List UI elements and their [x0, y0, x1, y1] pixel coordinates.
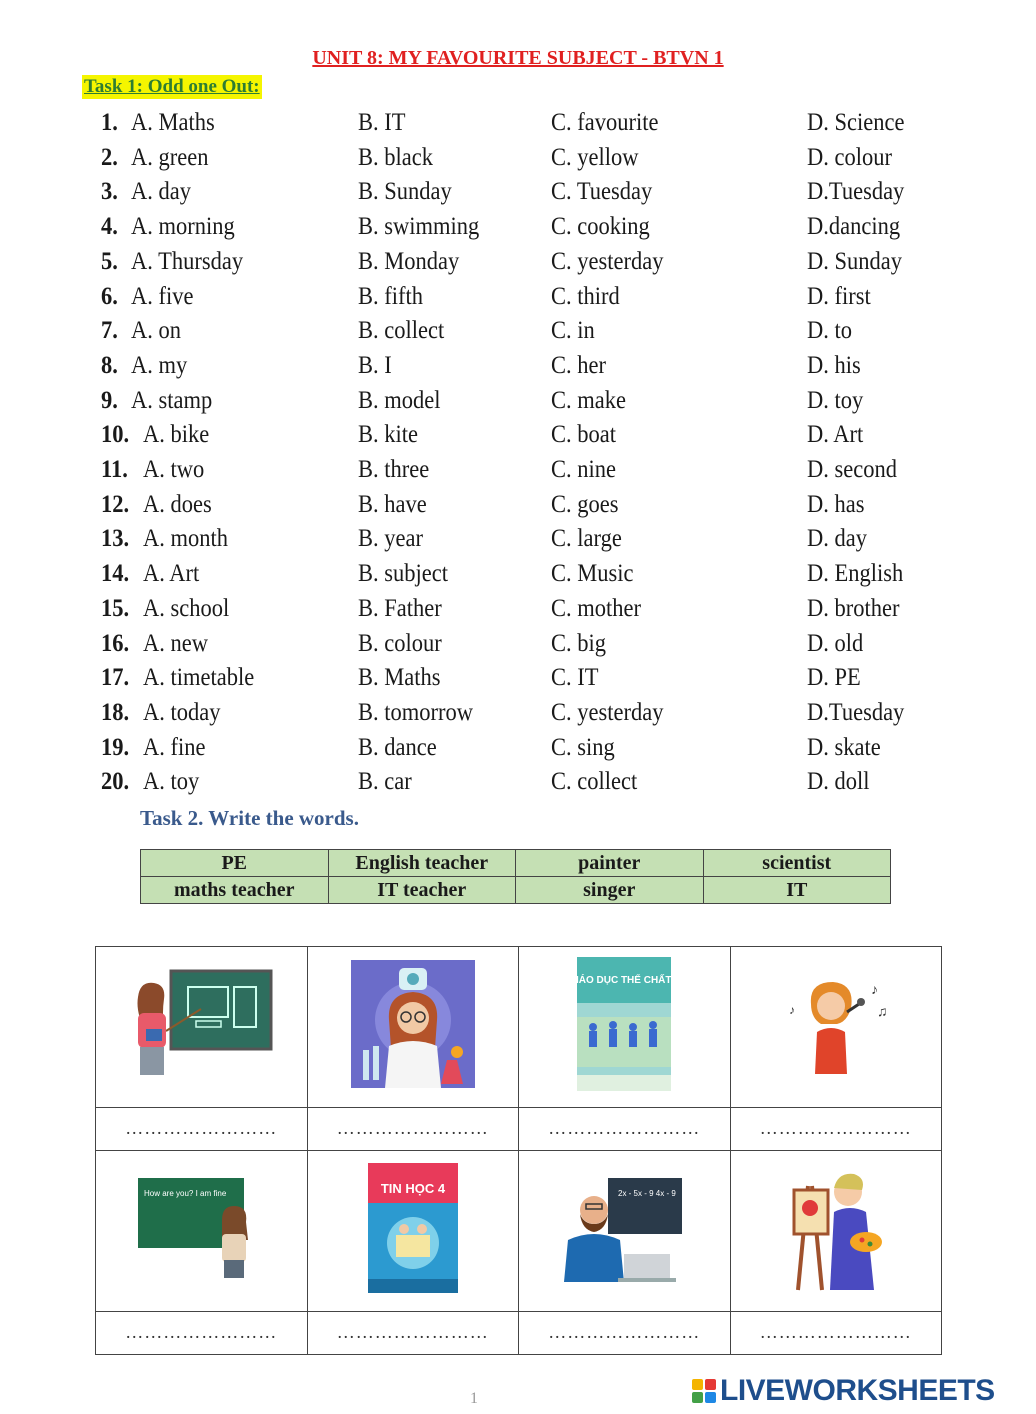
option-d[interactable]: D. toy: [807, 386, 864, 414]
option-c[interactable]: C. goes: [551, 490, 619, 518]
it-book-title: TIN HỌC 4: [380, 1181, 445, 1197]
question-number: 2.: [101, 143, 118, 171]
option-c[interactable]: C. third: [551, 282, 620, 310]
option-c[interactable]: C. IT: [551, 664, 599, 692]
task2-heading: Task 2. Write the words.: [140, 806, 359, 830]
scientist-icon: [351, 960, 475, 1093]
picture-cell: [96, 947, 308, 1108]
option-c[interactable]: C. yellow: [551, 143, 639, 171]
question-row: [0, 628, 1000, 662]
question-number: 18.: [101, 698, 130, 726]
question-number: 12.: [101, 490, 130, 518]
picture-row: [96, 947, 942, 1108]
option-b[interactable]: B. Father: [358, 594, 442, 622]
option-b[interactable]: B. collect: [358, 317, 445, 345]
question-number: 16.: [101, 629, 130, 657]
option-a[interactable]: A. on: [131, 317, 182, 345]
question-number: 7.: [101, 317, 118, 345]
option-d[interactable]: D. English: [807, 560, 904, 588]
question-number: 10.: [101, 421, 130, 449]
option-c[interactable]: C. boat: [551, 421, 616, 449]
answer-blank[interactable]: ……………………: [519, 1311, 731, 1354]
question-row: [0, 732, 1000, 766]
question-number: 20.: [101, 768, 130, 796]
option-d[interactable]: D.Tuesday: [807, 178, 905, 206]
option-d[interactable]: D. brother: [807, 594, 900, 622]
option-a[interactable]: A. fine: [143, 733, 206, 761]
picture-row: [96, 1150, 942, 1311]
option-c[interactable]: C. collect: [551, 768, 638, 796]
svg-text:♪: ♪: [788, 1003, 795, 1018]
option-b[interactable]: B. car: [358, 768, 412, 796]
option-c[interactable]: C. Music: [551, 560, 634, 588]
task1-heading: Task 1: Odd one Out:: [84, 76, 260, 97]
question-number: 1.: [101, 109, 118, 136]
option-d[interactable]: D.dancing: [807, 213, 901, 241]
option-c[interactable]: C. yesterday: [551, 698, 664, 726]
logo-square: [705, 1379, 716, 1390]
option-c[interactable]: C. yesterday: [551, 247, 664, 275]
option-d[interactable]: D. doll: [807, 768, 870, 796]
word-bank-cell: maths teacher: [141, 877, 329, 904]
question-row: [0, 142, 1000, 176]
painter-icon: [784, 1166, 888, 1295]
question-row: [0, 350, 1000, 384]
option-b[interactable]: B. model: [358, 386, 441, 414]
word-bank-cell: PE: [141, 850, 329, 877]
board-text: 2x - 5x - 9 4x - 9: [618, 1189, 677, 1199]
singer-icon: [781, 974, 891, 1079]
question-number: 15.: [101, 594, 130, 622]
option-c[interactable]: C. nine: [551, 456, 616, 483]
option-d[interactable]: D. has: [807, 490, 865, 518]
option-a[interactable]: A. timetable: [143, 664, 255, 692]
option-a[interactable]: A. five: [131, 282, 194, 310]
question-row: [0, 766, 1000, 800]
option-a[interactable]: A. toy: [143, 768, 200, 796]
option-d[interactable]: D. second: [807, 456, 897, 483]
word-bank-row: [141, 850, 891, 877]
logo-square: [692, 1392, 703, 1403]
picture-cell: [519, 947, 731, 1108]
option-a[interactable]: A. my: [131, 351, 188, 379]
svg-text:♪: ♪: [870, 983, 878, 999]
option-c[interactable]: C. large: [551, 525, 622, 553]
option-d[interactable]: D. first: [807, 282, 871, 310]
option-b[interactable]: B. subject: [358, 560, 448, 588]
question-row: [0, 385, 1000, 419]
option-a[interactable]: A. Maths: [131, 109, 215, 136]
option-d[interactable]: D. old: [807, 629, 864, 657]
option-a[interactable]: A. stamp: [131, 386, 213, 414]
word-bank-cell: painter: [516, 850, 704, 877]
question-row: [0, 315, 1000, 349]
question-row: [0, 107, 1000, 141]
question-row: [0, 454, 1000, 488]
option-b[interactable]: B. colour: [358, 629, 442, 657]
option-d[interactable]: D. colour: [807, 143, 892, 171]
option-b[interactable]: B. Maths: [358, 664, 441, 692]
english-teacher-icon: [138, 1178, 264, 1283]
option-b[interactable]: B. three: [358, 456, 430, 483]
option-a[interactable]: A. morning: [131, 213, 235, 241]
word-bank-cell: scientist: [703, 850, 891, 877]
option-c[interactable]: C. mother: [551, 594, 641, 622]
option-b[interactable]: B. dance: [358, 733, 437, 761]
teacher-at-board-icon: [126, 969, 276, 1084]
question-row: [0, 419, 1000, 453]
option-d[interactable]: D. day: [807, 525, 867, 553]
it-book-icon: [368, 1163, 458, 1298]
question-number: 19.: [101, 733, 130, 761]
option-b[interactable]: B. I: [358, 351, 392, 379]
option-b[interactable]: B. tomorrow: [358, 698, 474, 726]
option-b[interactable]: B. kite: [358, 421, 419, 449]
question-number: 3.: [101, 178, 118, 206]
answer-row: [96, 1107, 942, 1150]
option-b[interactable]: B. year: [358, 525, 423, 553]
option-b[interactable]: B. fifth: [358, 282, 423, 310]
word-bank-cell: singer: [516, 877, 704, 904]
option-a[interactable]: A. green: [131, 143, 209, 171]
option-d[interactable]: D. to: [807, 317, 852, 345]
question-row: [0, 697, 1000, 731]
question-row: [0, 281, 1000, 315]
question-row: [0, 211, 1000, 245]
option-d[interactable]: D. Sunday: [807, 247, 903, 275]
option-a[interactable]: A. today: [143, 698, 221, 726]
logo-square: [705, 1392, 716, 1403]
option-a[interactable]: A. does: [143, 490, 212, 518]
option-c[interactable]: C. cooking: [551, 213, 650, 241]
word-bank-cell: IT teacher: [328, 877, 516, 904]
answer-row: [96, 1311, 942, 1354]
option-a[interactable]: A. Thursday: [131, 247, 244, 275]
option-a[interactable]: A. school: [143, 594, 230, 622]
question-number: 8.: [101, 351, 118, 379]
question-row: [0, 593, 1000, 627]
option-a[interactable]: A. Art: [143, 560, 200, 588]
answer-blank[interactable]: ……………………: [730, 1311, 942, 1354]
option-c[interactable]: C. in: [551, 317, 595, 345]
option-d[interactable]: D. PE: [807, 664, 861, 692]
option-d[interactable]: D. skate: [807, 733, 881, 761]
question-number: 11.: [101, 456, 128, 483]
answer-blank[interactable]: ……………………: [519, 1107, 731, 1150]
option-b[interactable]: B. black: [358, 143, 433, 171]
picture-cell: [519, 1150, 731, 1311]
option-d[interactable]: D. Art: [807, 421, 864, 449]
logo-square: [692, 1379, 703, 1390]
question-number: 14.: [101, 560, 130, 588]
pe-book-icon: [568, 957, 681, 1096]
option-b[interactable]: B. Monday: [358, 247, 460, 275]
option-d[interactable]: D. his: [807, 351, 861, 379]
question-number: 13.: [101, 525, 130, 553]
option-a[interactable]: A. month: [143, 525, 229, 553]
option-b[interactable]: B. Sunday: [358, 178, 452, 206]
answer-blank[interactable]: ……………………: [730, 1107, 942, 1150]
logo-mark-icon: [692, 1379, 716, 1403]
option-c[interactable]: C. her: [551, 351, 606, 379]
question-number: 4.: [101, 213, 118, 241]
answer-blank[interactable]: ……………………: [96, 1311, 308, 1354]
word-bank-cell: IT: [703, 877, 891, 904]
question-row: [0, 523, 1000, 557]
logo-text: LIVEWORKSHEETS: [720, 1374, 995, 1407]
option-c[interactable]: C. Tuesday: [551, 178, 653, 206]
answer-blank[interactable]: ……………………: [96, 1107, 308, 1150]
picture-cell: [307, 947, 519, 1108]
page-title: UNIT 8: MY FAVOURITE SUBJECT - BTVN 1: [312, 47, 724, 69]
picture-cell: [730, 947, 942, 1108]
question-row: [0, 246, 1000, 280]
answer-blank[interactable]: ……………………: [307, 1311, 519, 1354]
question-number: 6.: [101, 282, 118, 310]
question-row: [0, 662, 1000, 696]
option-a[interactable]: A. bike: [143, 421, 210, 449]
question-number: 17.: [101, 664, 130, 692]
picture-cell: [730, 1150, 942, 1311]
pe-book-title: GIÁO DỤC THỂ CHẤT 4: [568, 975, 681, 987]
liveworksheets-logo: [692, 1374, 995, 1408]
maths-teacher-icon: [564, 1174, 684, 1287]
answer-blank[interactable]: ……………………: [307, 1107, 519, 1150]
svg-text:♫: ♫: [876, 1005, 888, 1021]
page-number: 1: [470, 1390, 478, 1407]
option-c[interactable]: C. favourite: [551, 109, 659, 136]
option-c[interactable]: C. make: [551, 386, 626, 414]
picture-cell: [96, 1150, 308, 1311]
option-d[interactable]: D.Tuesday: [807, 698, 905, 726]
question-row: [0, 176, 1000, 210]
question-number: 5.: [101, 247, 118, 275]
option-b[interactable]: B. swimming: [358, 213, 480, 241]
word-bank-table: [140, 849, 891, 904]
board-text: How are you? I am fine: [144, 1189, 227, 1199]
option-b[interactable]: B. IT: [358, 109, 406, 136]
word-bank-cell: English teacher: [328, 850, 516, 877]
option-d[interactable]: D. Science: [807, 109, 905, 136]
word-bank-row: [141, 877, 891, 904]
option-a[interactable]: A. day: [131, 178, 191, 206]
option-c[interactable]: C. big: [551, 629, 607, 657]
option-a[interactable]: A. two: [143, 456, 205, 483]
question-row: [0, 489, 1000, 523]
question-row: [0, 558, 1000, 592]
option-a[interactable]: A. new: [143, 629, 208, 657]
picture-cell: [307, 1150, 519, 1311]
picture-grid: [95, 946, 942, 1355]
option-c[interactable]: C. sing: [551, 733, 615, 761]
question-number: 9.: [101, 386, 118, 414]
option-b[interactable]: B. have: [358, 490, 427, 518]
